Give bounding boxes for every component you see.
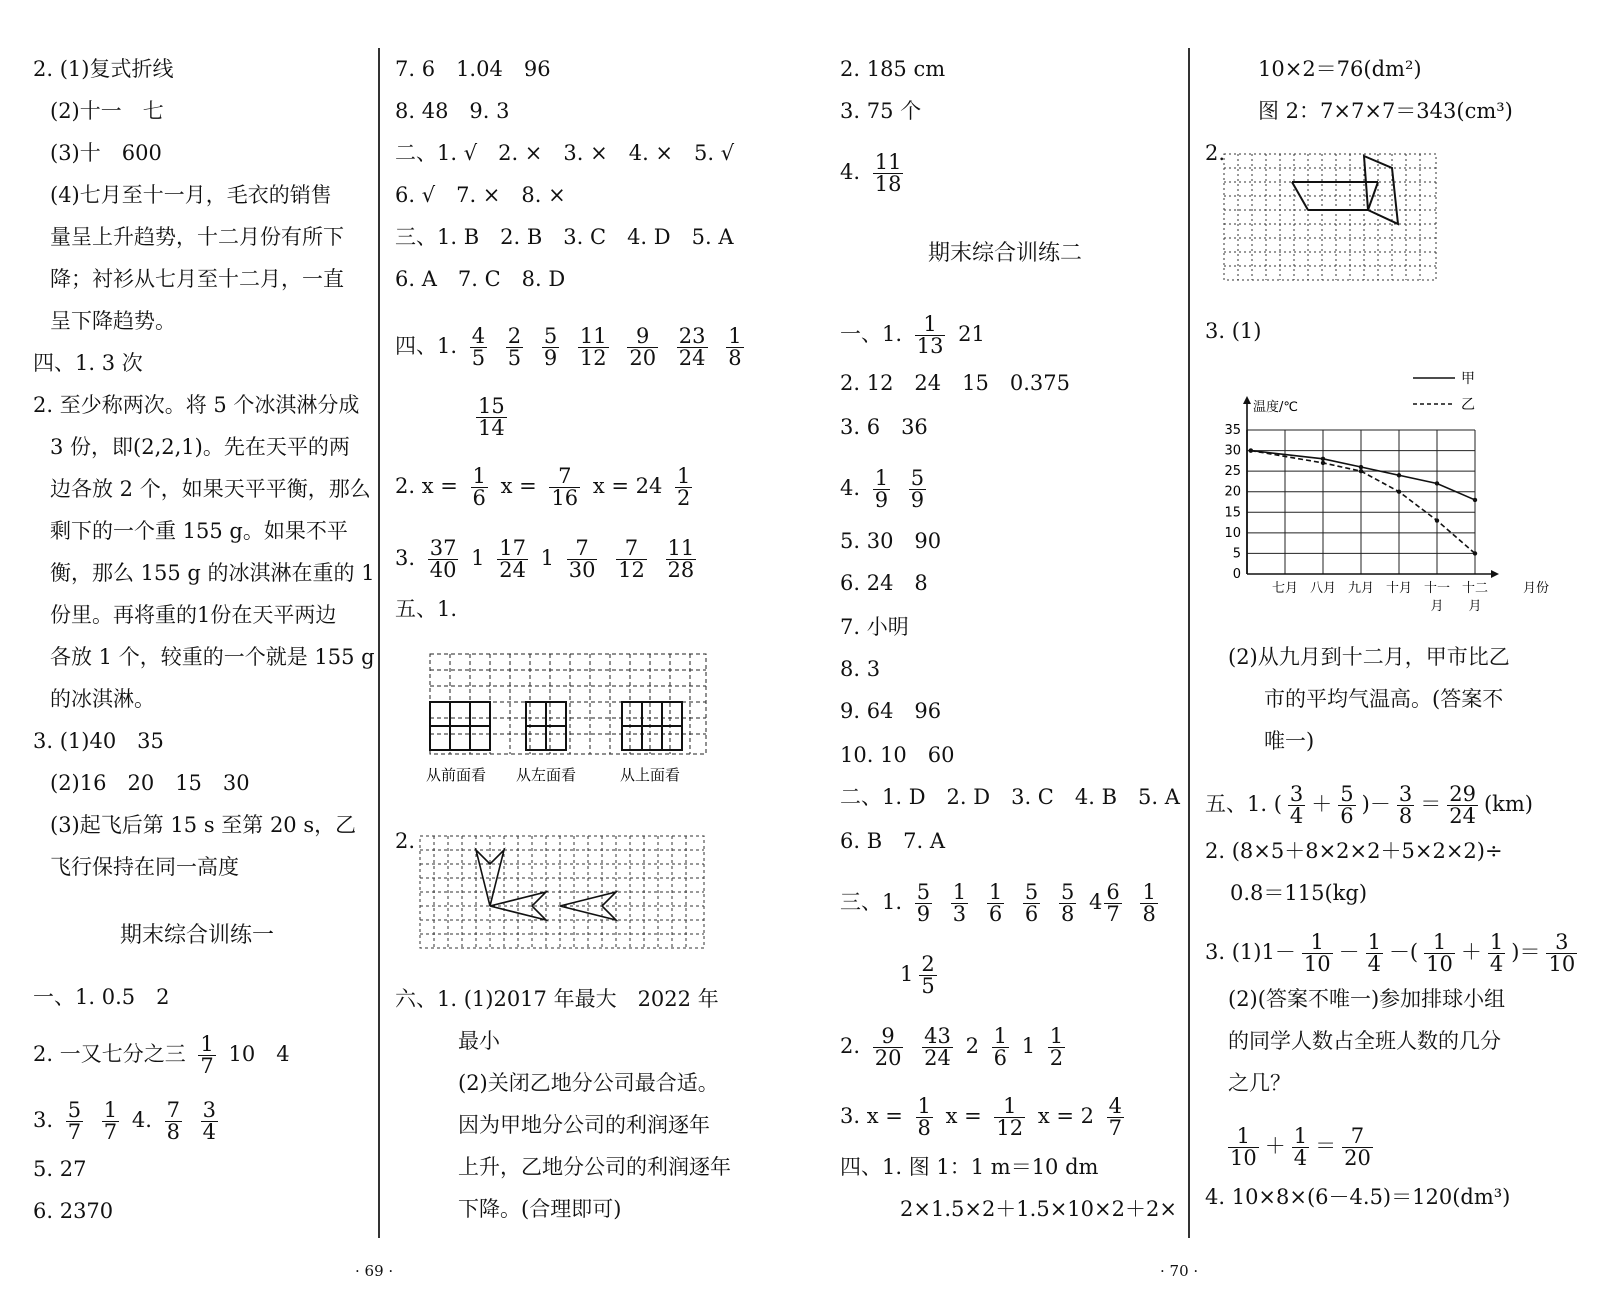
answer-line: 8. 48 9. 3	[395, 99, 510, 123]
answer-line: 3. (1)	[1205, 319, 1262, 343]
fraction: $\frac{29}{24}$	[1449, 782, 1476, 828]
y-tick-label: 0	[1232, 567, 1241, 582]
fraction: $\frac{5}{6}$	[1024, 880, 1039, 926]
fraction: $\frac{1}{8}$	[728, 324, 742, 370]
answer-line: 四、1. $\frac{4}{5}$ $\frac{2}{5}$ $\frac{5}{9}$ $\frac{11}{12}$ $\frac{9}{20}$ $\frac{23}{24}$ $\frac{1}{8}$	[395, 324, 742, 370]
answer-line: 三、1. B 2. B 3. C 4. D 5. A	[395, 225, 734, 249]
answer-line: 9. 64 96	[840, 699, 942, 723]
fraction: $\frac{1}{12}$	[996, 1094, 1024, 1140]
x-tick-label: 十一	[1423, 581, 1451, 596]
answer-line: (2)16 20 15 30	[50, 771, 250, 795]
page-number: · 70 ·	[1160, 1262, 1199, 1280]
data-point	[1359, 469, 1363, 473]
answer-line: (3)起飞后第 15 s 至第 20 s，乙	[50, 813, 357, 837]
fraction: $\frac{5}{9}$	[910, 466, 925, 512]
fraction: $\frac{6}{7}$	[1106, 880, 1120, 926]
answer-line: 图 2：7×7×7＝343(cm³)	[1258, 99, 1513, 123]
answer-line: 五、1.	[395, 597, 458, 621]
fraction: $\frac{1}{10}$	[1303, 930, 1331, 976]
y-axis-label: 温度/℃	[1253, 400, 1298, 415]
chart-grid	[1224, 396, 1499, 614]
answer-line: 2. 至少称两次。将 5 个冰淇淋分成	[33, 393, 360, 417]
answer-line: $\frac{1}{10}$ ＋ $\frac{1}{4}$ ＝ $\frac{7}{20}$	[1230, 1124, 1371, 1170]
answer-line: 3. (1)40 35	[33, 729, 164, 753]
answer-line: 10×2＝76(dm²)	[1258, 57, 1422, 81]
answer-line: 剩下的一个重 155 g。如果不平	[50, 519, 348, 543]
fraction: $\frac{3}{4}$	[1289, 782, 1304, 828]
answer-line: 最小	[458, 1029, 500, 1053]
fraction: $\frac{1}{7}$	[200, 1032, 214, 1078]
answer-line: 10. 10 60	[840, 743, 955, 767]
fraction: $\frac{1}{8}$	[917, 1094, 931, 1140]
fraction: $\frac{3}{8}$	[1398, 782, 1413, 828]
data-point	[1397, 490, 1401, 494]
answer-line: 唯一)	[1264, 729, 1315, 753]
y-axis-arrow	[1243, 396, 1251, 404]
data-point	[1397, 473, 1401, 477]
answer-line: (2)关闭乙地分公司最合适。	[458, 1071, 719, 1095]
answer-line: 衡，那么 155 g 的冰淇淋在重的 1	[50, 561, 375, 585]
answer-line: 5. 30 90	[840, 529, 942, 553]
x-tick-label: 十月	[1385, 581, 1413, 596]
answer-line: 2. $\frac{9}{20}$ $\frac{43}{24}$ 2 $\frac{1}{6}$ 1 $\frac{1}{2}$	[840, 1024, 1064, 1070]
answer-line: 2. 12 24 15 0.375	[840, 371, 1070, 395]
fraction: $\frac{5}{6}$	[1340, 782, 1354, 828]
answer-line: 2. (1)复式折线	[33, 57, 174, 81]
x-tick-label: 月	[1468, 599, 1482, 614]
answer-line: (2)(答案不唯一)参加排球小组	[1228, 987, 1506, 1011]
x-axis-unit: 月份	[1523, 581, 1550, 596]
x-axis-arrow	[1491, 570, 1499, 578]
fraction: $\frac{9}{20}$	[629, 324, 657, 370]
data-point	[1321, 461, 1325, 465]
fraction: $\frac{1}{4}$	[1293, 1124, 1308, 1170]
answer-line: 3 份，即(2,2,1)。先在天平的两	[50, 435, 350, 459]
answer-line: 3. 75 个	[840, 99, 922, 123]
fraction: $\frac{3}{10}$	[1548, 930, 1576, 976]
chart-marks	[1249, 448, 1478, 555]
answer-line: 2×1.5×2＋1.5×10×2＋2×	[900, 1197, 1177, 1221]
answer-line: 二、1. √ 2. × 3. × 4. × 5. √	[395, 141, 735, 165]
answer-line: 4. $\frac{11}{18}$	[840, 150, 902, 196]
answer-line: 六、1. (1)2017 年最大 2022 年	[395, 987, 719, 1011]
fraction: $\frac{4}{5}$	[471, 324, 486, 370]
section-title: 期末综合训练一	[120, 923, 275, 948]
fraction: $\frac{7}{12}$	[618, 536, 645, 582]
fraction: $\frac{7}{16}$	[551, 464, 579, 510]
fraction: $\frac{5}{9}$	[916, 880, 931, 926]
answer-line: 2.	[395, 829, 416, 853]
fraction: $\frac{11}{18}$	[874, 150, 902, 196]
answer-line: 飞行保持在同一高度	[50, 855, 239, 879]
data-point	[1435, 518, 1439, 522]
fraction: $\frac{1}{10}$	[1426, 930, 1453, 976]
legend-label-b: 乙	[1461, 397, 1475, 413]
answer-line: 因为甲地分公司的利润逐年	[458, 1113, 710, 1137]
answer-line: 上升，乙地分公司的利润逐年	[458, 1155, 731, 1179]
answer-line: 边各放 2 个，如果天平平衡，那么	[50, 477, 371, 501]
answer-line: 6. 2370	[33, 1199, 114, 1223]
answer-line: 2.	[1205, 141, 1226, 165]
fraction: $\frac{1}{3}$	[952, 880, 967, 926]
series-line	[1251, 451, 1475, 500]
answer-line: 2. (8×5＋8×2×2＋5×2×2)÷	[1205, 839, 1503, 863]
fraction: $\frac{1}{6}$	[993, 1024, 1008, 1070]
answer-line: 3. (1)1－ $\frac{1}{10}$ － $\frac{1}{4}$ －( $\frac{1}{10}$ ＋ $\frac{1}{4}$ )＝ $\frac{3}{10}$	[1205, 930, 1576, 976]
data-point	[1321, 457, 1325, 461]
answer-line: 5. 27	[33, 1157, 87, 1181]
answer-line: 一、1. $\frac{1}{13}$ 21	[840, 312, 985, 358]
fraction: $\frac{11}{28}$	[667, 536, 695, 582]
y-tick-label: 10	[1224, 525, 1241, 541]
answer-line: 四、1. 图 1：1 m＝10 dm	[840, 1155, 1099, 1179]
fraction: $\frac{1}{9}$	[874, 466, 889, 512]
answer-line: 7. 6 1.04 96	[395, 57, 551, 81]
answer-line: 4. $\frac{1}{9}$ $\frac{5}{9}$	[840, 466, 925, 512]
answer-line: 1 $\frac{2}{5}$	[900, 952, 935, 998]
answer-line: 降；衬衫从七月至十二月，一直	[50, 267, 344, 291]
x-tick-label: 七月	[1271, 581, 1299, 596]
fraction: $\frac{17}{24}$	[499, 536, 526, 582]
answer-line: 市的平均气温高。(答案不	[1264, 687, 1504, 711]
answer-line: 之几？	[1228, 1071, 1291, 1095]
fraction: $\frac{5}{9}$	[543, 324, 558, 370]
answer-line: 三、1. $\frac{5}{9}$ $\frac{1}{3}$ $\frac{1}{6}$ $\frac{5}{6}$ $\frac{5}{8}$ 4 $\frac{6}{7}$ $\frac{1}{8}$	[840, 880, 1156, 926]
answer-line: 7. 小明	[840, 615, 909, 639]
fraction: $\frac{2}{5}$	[507, 324, 522, 370]
y-tick-label: 15	[1224, 505, 1241, 521]
rotation-figure	[418, 834, 708, 954]
answer-line: 的同学人数占全班人数的几分	[1228, 1029, 1501, 1053]
fraction: $\frac{1}{4}$	[1489, 930, 1504, 976]
three-views-figure	[420, 648, 720, 798]
fraction: $\frac{5}{8}$	[1060, 880, 1075, 926]
x-tick-label: 月	[1430, 599, 1444, 614]
answer-line: (2)从九月到十二月，甲市比乙	[1228, 645, 1510, 669]
fraction: $\frac{23}{24}$	[678, 324, 706, 370]
answer-line: 3. x = $\frac{1}{8}$ x = $\frac{1}{12}$ x = 2 $\frac{4}{7}$	[840, 1094, 1123, 1140]
x-tick-label: 八月	[1309, 581, 1337, 596]
answer-line: 6. A 7. C 8. D	[395, 267, 566, 291]
fraction: $\frac{2}{5}$	[921, 952, 935, 998]
column-divider	[378, 48, 380, 1238]
fraction: $\frac{7}{20}$	[1344, 1124, 1371, 1170]
data-point	[1473, 551, 1477, 555]
answer-line: 0.8＝115(kg)	[1230, 881, 1368, 905]
y-tick-label: 35	[1224, 423, 1241, 438]
answer-line: (2)十一 七	[50, 99, 164, 123]
fraction: $\frac{5}{7}$	[67, 1098, 82, 1144]
answer-line: 量呈上升趋势，十二月份有所下	[50, 225, 344, 249]
answer-line: 各放 1 个，较重的一个就是 155 g	[50, 645, 375, 669]
section-title: 期末综合训练二	[928, 241, 1083, 266]
fraction: $\frac{37}{40}$	[429, 536, 457, 582]
answer-line: 3. $\frac{5}{7}$ $\frac{1}{7}$ 4. $\frac{7}{8}$ $\frac{3}{4}$	[33, 1098, 217, 1144]
data-point	[1435, 481, 1439, 485]
answer-line: 四、1. 3 次	[33, 351, 143, 375]
y-tick-label: 20	[1224, 484, 1241, 500]
answer-line: 五、1. ( $\frac{3}{4}$ ＋ $\frac{5}{6}$ )－ $\frac{3}{8}$ ＝ $\frac{29}{24}$ (km)	[1205, 782, 1533, 828]
answer-line: 3. 6 36	[840, 415, 928, 439]
answer-line: (4)七月至十一月，毛衣的销售	[50, 183, 332, 207]
data-point	[1249, 448, 1253, 452]
fraction: $\frac{1}{7}$	[103, 1098, 118, 1144]
fraction: $\frac{1}{4}$	[1367, 930, 1381, 976]
page-number: · 69 ·	[355, 1262, 394, 1280]
fraction: $\frac{1}{13}$	[916, 312, 944, 358]
fraction: $\frac{15}{14}$	[478, 394, 505, 440]
fraction: $\frac{1}{6}$	[472, 464, 486, 510]
view-label: 从上面看	[620, 766, 681, 784]
temperature-line-chart	[1205, 360, 1550, 620]
answer-line: 6. √ 7. × 8. ×	[395, 183, 566, 207]
fraction: $\frac{7}{8}$	[166, 1098, 180, 1144]
fraction: $\frac{43}{24}$	[924, 1024, 951, 1070]
fraction: $\frac{7}{30}$	[568, 536, 596, 582]
column-divider	[1188, 48, 1190, 1238]
fraction: $\frac{1}{2}$	[677, 464, 691, 510]
answer-line: 6. B 7. A	[840, 829, 946, 853]
fraction: $\frac{1}{10}$	[1230, 1124, 1257, 1170]
answer-line: 3. $\frac{37}{40}$ 1 $\frac{17}{24}$ 1 $\frac{7}{30}$ $\frac{7}{12}$ $\frac{11}{28}$	[395, 536, 695, 582]
answer-line: 2. 185 cm	[840, 57, 946, 81]
fraction: $\frac{11}{12}$	[579, 324, 607, 370]
y-tick-label: 5	[1232, 546, 1241, 562]
fraction: $\frac{9}{20}$	[874, 1024, 902, 1070]
answer-line: 8. 3	[840, 657, 881, 681]
answer-line: 呈下降趋势。	[50, 309, 176, 333]
view-label: 从左面看	[516, 766, 577, 784]
answer-line: 的冰淇淋。	[50, 687, 155, 711]
fraction: $\frac{1}{8}$	[1142, 880, 1156, 926]
answer-line: 二、1. D 2. D 3. C 4. B 5. A	[840, 785, 1180, 809]
answer-line	[470, 396, 513, 439]
answer-line: 2. 一又七分之三 $\frac{1}{7}$ 10 4	[33, 1032, 290, 1078]
fraction: $\frac{3}{4}$	[202, 1098, 217, 1144]
answer-line: 4. 10×8×(6－4.5)＝120(dm³)	[1205, 1185, 1511, 1209]
fraction: $\frac{1}{2}$	[1049, 1024, 1064, 1070]
data-point	[1359, 465, 1363, 469]
answer-line: 下降。(合理即可)	[458, 1197, 622, 1221]
view-label: 从前面看	[426, 766, 487, 784]
answer-line: 2. x = $\frac{1}{6}$ x = $\frac{7}{16}$ x = 24 $\frac{1}{2}$	[395, 464, 691, 510]
answer-line: 一、1. 0.5 2	[33, 985, 170, 1009]
prism-figure	[1222, 150, 1442, 286]
y-tick-label: 25	[1224, 464, 1241, 480]
data-point	[1473, 498, 1477, 502]
x-tick-label: 九月	[1347, 581, 1375, 596]
legend-label-a: 甲	[1461, 371, 1475, 387]
fraction: $\frac{1}{6}$	[988, 880, 1003, 926]
x-tick-label: 十二	[1461, 581, 1489, 596]
fraction: $\frac{4}{7}$	[1108, 1094, 1123, 1140]
y-tick-label: 30	[1224, 443, 1241, 459]
answer-line: (3)十 600	[50, 141, 162, 165]
answer-line: 6. 24 8	[840, 571, 928, 595]
answer-line: 份里。再将重的1份在天平两边	[50, 603, 337, 627]
